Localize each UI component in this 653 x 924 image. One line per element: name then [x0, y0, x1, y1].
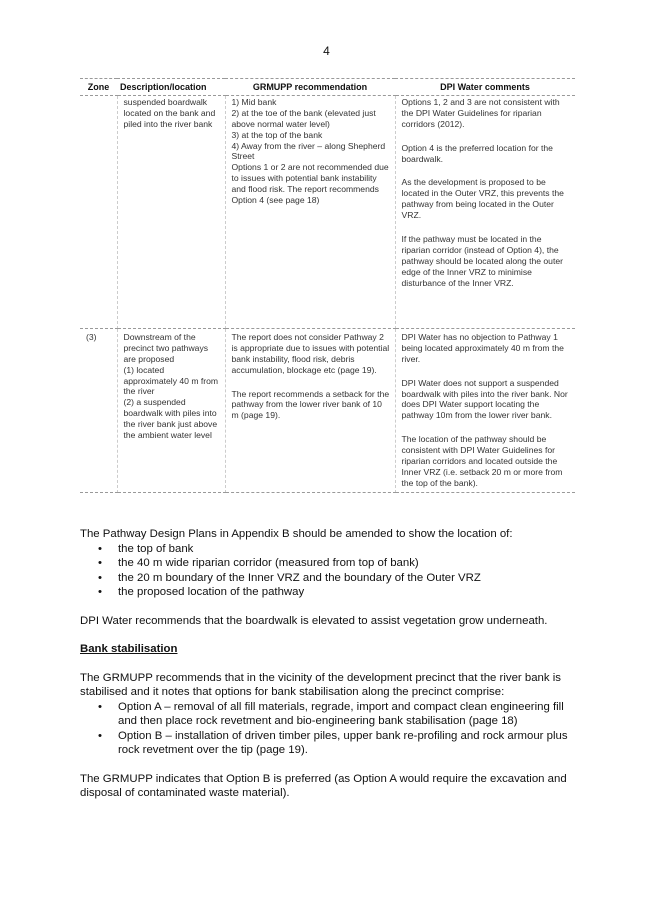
description-text: (2) a suspended boardwalk with piles into the river bank just above the ambient water level: [123, 397, 218, 441]
cell-zone: (3): [80, 328, 117, 492]
paragraph: The Pathway Design Plans in Appendix B should be amended to show the location of:: [80, 528, 513, 540]
pathway-plans-section: [80, 527, 580, 801]
grmupp-text: The report does not consider Pathway 2 is appropriate due to issues with potential bank instability, flood risk, debris accumulation, blockage etc (page 19).: [231, 331, 390, 375]
list-item: • the 20 m boundary of the Inner VRZ and the boundary of the Outer VRZ: [118, 571, 580, 586]
section-heading: Bank stabilisation: [80, 643, 178, 655]
grmupp-option-4: 4) Away from the river – along Shepherd Street: [231, 140, 386, 162]
table-header-row: [80, 79, 575, 96]
list-item: • Option A – removal of all fill materials, regrade, import and compact clean engineering fill and then place rock revetment and bio-engineering bank stabilisation (page 18): [118, 700, 580, 729]
cell-zone: [80, 95, 117, 328]
dpi-comment: Options 1, 2 and 3 are not consistent with the DPI Water Guidelines for riparian corridors (2012).: [401, 96, 560, 129]
cell-description: [117, 328, 225, 492]
dpi-comment: If the pathway must be located in the riparian corridor (instead of Option 4), the pathway should be located along the outer edge of the Inner VRZ to minimise disturbance of the Inner VRZ.: [401, 234, 563, 288]
header-description: Description/location: [117, 79, 225, 96]
description-text: (1) located approximately 40 m from the river: [123, 364, 219, 397]
grmupp-option-2: 2) at the toe of the bank (elevated just above normal water level): [231, 107, 376, 129]
bullet-list: [80, 542, 580, 600]
description-text: suspended boardwalk located on the bank and piled into the river bank: [123, 96, 216, 129]
header-dpi: DPI Water comments: [395, 79, 575, 96]
dpi-comment: DPI Water does not support a suspended boardwalk with piles into the river bank. Nor does DPI Water support locating the pathway 10m from the lower river bank.: [401, 377, 568, 421]
grmupp-recommendation: Options 1 or 2 are not recommended due to issues with potential bank instability and flood risk. The report recommends Option 4 (see page 18): [231, 162, 389, 206]
page-number: 4: [323, 44, 330, 58]
cell-grmupp: [225, 95, 395, 328]
grmupp-option-3: 3) at the top of the bank: [231, 129, 323, 140]
list-item: • the top of bank: [118, 542, 580, 557]
cell-dpi: [395, 328, 575, 492]
comments-table: [80, 78, 575, 493]
description-text: Downstream of the precinct two pathways are proposed: [123, 331, 209, 364]
paragraph: DPI Water recommends that the boardwalk is elevated to assist vegetation grow underneath.: [80, 614, 548, 627]
list-item: • the 40 m wide riparian corridor (measured from top of bank): [118, 556, 580, 571]
cell-description: [117, 95, 225, 328]
header-zone: Zone: [80, 79, 117, 96]
cell-dpi: [395, 95, 575, 328]
grmupp-option-1: 1) Mid bank: [231, 96, 277, 107]
dpi-comment: As the development is proposed to be located in the Outer VRZ, this prevents the pathway from being located in the Outer VRZ.: [401, 177, 564, 221]
table-row: [80, 328, 575, 492]
dpi-comment: The location of the pathway should be consistent with DPI Water Guidelines for riparian corridors and located outside the Inner VRZ (i.e. setback 20 m or more from the top of the bank).: [401, 434, 563, 488]
cell-grmupp: [225, 328, 395, 492]
paragraph: The GRMUPP indicates that Option B is preferred (as Option A would require the excavation and disposal of contaminated waste material).: [80, 772, 567, 799]
dpi-comment: Option 4 is the preferred location for the boardwalk.: [401, 142, 553, 164]
bullet-list: [80, 700, 580, 758]
grmupp-text: The report recommends a setback for the pathway from the lower river bank of 10 m (page 19).: [231, 388, 390, 421]
dpi-comment: DPI Water has no objection to Pathway 1 being located approximately 40 m from the river.: [401, 331, 564, 364]
table-row: [80, 95, 575, 328]
list-item: • the proposed location of the pathway: [118, 585, 580, 600]
paragraph: The GRMUPP recommends that in the vicinity of the development precinct that the river bank is stabilised and it notes that options for bank stabilisation along the precinct comprise:: [80, 671, 561, 698]
header-grmupp: GRMUPP recommendation: [225, 79, 395, 96]
list-item: • Option B – installation of driven timber piles, upper bank re-profiling and rock armour plus rock revetment over the tip (page 19).: [118, 729, 580, 758]
